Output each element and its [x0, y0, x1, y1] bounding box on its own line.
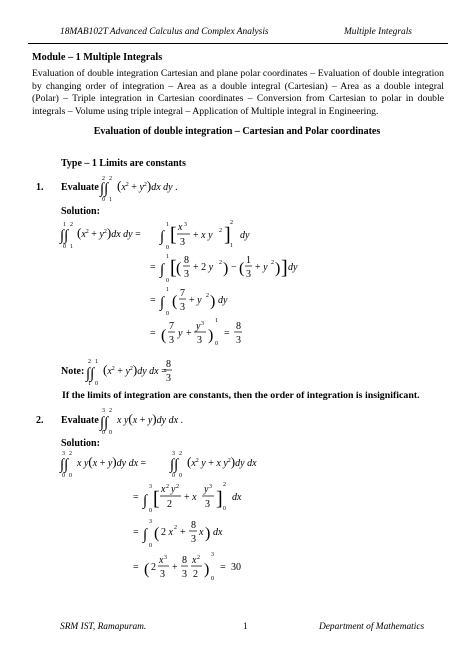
problem-2-result: 30 [231, 562, 241, 573]
svg-text:]: ] [224, 224, 231, 246]
svg-text:∫: ∫ [160, 262, 165, 278]
svg-text:]: ] [216, 488, 223, 510]
svg-text:2: 2 [70, 222, 73, 228]
svg-text:=: = [220, 562, 226, 573]
svg-text:0: 0 [102, 430, 105, 436]
svg-text:1: 1 [70, 244, 73, 250]
svg-text:3: 3 [205, 499, 210, 510]
svg-text:8: 8 [191, 520, 196, 531]
svg-text:0: 0 [109, 430, 112, 436]
svg-text:3: 3 [166, 373, 171, 384]
svg-text:2: 2 [151, 562, 156, 573]
svg-text:2: 2 [179, 451, 182, 457]
svg-text:x y(x + y)dy dx .: x y(x + y)dy dx . [117, 411, 184, 426]
svg-text:(x2 + y2)dx dy =: $(x^2 + y^2)dx$ dy = [77, 225, 141, 240]
svg-text:∫: ∫ [160, 229, 165, 245]
svg-text:3: 3 [184, 269, 189, 280]
svg-text:2: 2 [230, 220, 233, 226]
svg-text:2: 2 [197, 555, 200, 561]
svg-text:0: 0 [172, 473, 175, 479]
footer-department: Department of Mathematics [319, 622, 425, 632]
svg-text:∫∫: ∫∫ [170, 457, 179, 473]
svg-text:2: 2 [166, 484, 169, 490]
svg-text:2: 2 [219, 260, 222, 266]
svg-text:): ) [210, 293, 216, 310]
svg-text:2: 2 [88, 359, 91, 365]
svg-text:2: 2 [174, 525, 177, 531]
problem-1-result-den: 3 [236, 335, 241, 346]
svg-text:(: ( [144, 561, 150, 578]
svg-text:3: 3 [164, 555, 167, 561]
svg-text:=: = [133, 562, 139, 573]
header-topic: Multiple Integrals [344, 27, 412, 37]
svg-text:1: 1 [230, 243, 233, 249]
svg-text:2: 2 [219, 228, 222, 234]
svg-text:=: = [150, 262, 156, 273]
type-title: Type – 1 Limits are constants [61, 158, 186, 169]
svg-text:∫: ∫ [143, 527, 148, 543]
svg-text:3: 3 [102, 408, 105, 414]
svg-text:1: 1 [166, 254, 169, 260]
svg-text:3: 3 [149, 519, 152, 525]
svg-text:0: 0 [223, 506, 226, 512]
svg-text:0: 0 [63, 244, 66, 250]
problem-1-solution-label: Solution: [61, 206, 100, 217]
svg-text:): ) [204, 561, 210, 578]
svg-text:1: 1 [215, 318, 218, 324]
svg-text:0: 0 [215, 341, 218, 347]
problem-1-note-label: Note: [61, 366, 85, 377]
svg-text:3: 3 [197, 335, 202, 346]
svg-text:∫∫: ∫∫ [100, 181, 109, 197]
svg-text:0: 0 [62, 473, 65, 479]
problem-2-number: 2. [36, 415, 44, 426]
svg-text:1: 1 [166, 222, 169, 228]
svg-text:8: 8 [184, 255, 189, 266]
svg-text:2: 2 [102, 176, 105, 182]
svg-text:+ 2 y: + 2 y [193, 262, 214, 273]
svg-text:(x2 + y2)dy dx =: $(x^2 + y^2)dy$ dx = [103, 362, 167, 377]
svg-text:y: y [196, 321, 201, 332]
svg-text:x: x [192, 555, 197, 566]
svg-text:=: = [150, 328, 156, 339]
svg-text:8: 8 [166, 359, 171, 370]
problem-2-solution-label: Solution: [61, 438, 100, 449]
svg-text:3: 3 [209, 484, 212, 490]
svg-text:3: 3 [201, 321, 204, 327]
svg-text:): ) [205, 525, 211, 542]
svg-text:3: 3 [180, 302, 185, 313]
svg-text:=: = [150, 295, 156, 306]
svg-text:+: + [172, 562, 178, 573]
problem-1-evaluate-label: Evaluate [61, 182, 99, 193]
svg-text:2: 2 [223, 482, 226, 488]
svg-text:]: ] [281, 257, 288, 279]
svg-text:0: 0 [149, 508, 152, 514]
svg-text:): ) [223, 260, 229, 277]
svg-text:3: 3 [160, 569, 165, 580]
svg-text:0: 0 [211, 576, 214, 582]
svg-text:3: 3 [211, 552, 214, 558]
svg-text:): ) [275, 260, 281, 277]
svg-text:): ) [208, 327, 214, 344]
svg-text:0: 0 [166, 278, 169, 284]
svg-text:+ x y: + x y [193, 230, 213, 241]
svg-text:3: 3 [172, 451, 175, 457]
footer-page-number: 1 [243, 622, 248, 632]
svg-text:3: 3 [149, 484, 152, 490]
problem-2-evaluate-label: Evaluate [61, 415, 99, 426]
svg-text:7: 7 [169, 321, 174, 332]
svg-text:[: [ [170, 224, 177, 246]
svg-text:2: 2 [69, 451, 72, 457]
svg-text:3: 3 [180, 237, 185, 248]
svg-text:(: ( [176, 260, 182, 277]
svg-text:2: 2 [109, 408, 112, 414]
svg-text:y: y [178, 328, 183, 339]
svg-text:1: 1 [109, 197, 112, 203]
svg-text:3: 3 [169, 335, 174, 346]
footer-institution: SRM IST, Ramapuram. [60, 622, 147, 632]
svg-text:2: 2 [206, 293, 209, 299]
svg-text:3: 3 [246, 269, 251, 280]
svg-text:+: + [186, 328, 192, 339]
svg-text:∫∫: ∫∫ [60, 457, 69, 473]
svg-text:x: x [161, 484, 166, 495]
svg-text:1: 1 [95, 359, 98, 365]
svg-text:−: − [231, 262, 237, 273]
section-title: Evaluation of double integration – Cartesian and Polar coordinates [93, 126, 381, 137]
svg-text:2: 2 [176, 484, 179, 490]
svg-text:[: [ [153, 488, 160, 510]
svg-text:+ y: + y [255, 262, 268, 273]
svg-text:∫∫: ∫∫ [100, 415, 109, 431]
svg-text:=: = [133, 492, 139, 503]
svg-text:+ y: + y [189, 295, 202, 306]
svg-text:0: 0 [179, 473, 182, 479]
svg-text:2: 2 [271, 260, 274, 266]
svg-text:0: 0 [166, 245, 169, 251]
svg-text:∫: ∫ [160, 295, 165, 311]
svg-text:=: = [133, 527, 139, 538]
svg-text:2: 2 [167, 499, 172, 510]
svg-text:2: 2 [109, 176, 112, 182]
svg-text:(: ( [172, 293, 178, 310]
svg-text:∫∫: ∫∫ [86, 366, 95, 382]
svg-text:1: 1 [88, 381, 91, 387]
svg-text:(: ( [161, 327, 167, 344]
svg-text:0: 0 [69, 473, 72, 479]
module-title: Module – 1 Multiple Integrals [32, 52, 163, 63]
svg-text:dy: dy [240, 230, 250, 241]
svg-text:0: 0 [95, 381, 98, 387]
svg-text:1: 1 [166, 287, 169, 293]
problem-1-number: 1. [36, 182, 44, 193]
svg-text:3: 3 [191, 534, 196, 545]
svg-text:1: 1 [246, 255, 251, 266]
module-intro: Evaluation of double integration Cartesian and plane polar coordinates – Evaluation of double integration by changing order of integration – Area as a double integral (Cartesian) – Area as a double integral (Polar) – Triple integration in Cartesian coordinates – Conversion from Cartesian to polar in double integrals – Volume using triple integral – Application of Multiple integral in Engineering. [32, 68, 444, 117]
svg-text:dx: dx [213, 527, 223, 538]
svg-text:3: 3 [184, 222, 187, 228]
svg-text:x: x [199, 527, 204, 538]
svg-text:0: 0 [149, 543, 152, 549]
svg-text:∫∫: ∫∫ [60, 228, 69, 244]
svg-text:0: 0 [166, 311, 169, 317]
svg-text:dy: dy [288, 262, 298, 273]
svg-text:y: y [204, 484, 209, 495]
svg-text:+ x: + x [184, 492, 197, 503]
svg-text:∫: ∫ [143, 493, 148, 509]
svg-text:[: [ [170, 257, 177, 279]
svg-text:x: x [159, 555, 164, 566]
svg-text:(: ( [154, 525, 160, 542]
svg-text:2: 2 [193, 569, 198, 580]
svg-text:7: 7 [180, 288, 185, 299]
svg-text:(x2 y + x y2)dy dx: ($x^2$ y + x $y^2)dy$ dx [187, 454, 257, 469]
svg-text:dx: dx [232, 492, 242, 503]
svg-text:y: y [171, 484, 176, 495]
svg-text:x: x [178, 222, 183, 233]
svg-text:0: 0 [102, 197, 105, 203]
svg-text:2 x: 2 x [161, 527, 173, 538]
svg-text:3: 3 [182, 569, 187, 580]
svg-text:(: ( [239, 260, 245, 277]
svg-text:dy: dy [218, 295, 228, 306]
svg-text:=: = [224, 328, 230, 339]
svg-text:x y(x + y)dy dx =: x y(x + y)dy dx = [77, 454, 147, 469]
rule-note: If the limits of integration are constants, then the order of integration is insignificant. [62, 390, 420, 401]
problem-1-result-num: 8 [236, 321, 241, 332]
svg-text:+: + [180, 527, 186, 538]
header-course-title: 18MAB102T Advanced Calculus and Complex Analysis [60, 27, 269, 37]
svg-text:8: 8 [182, 555, 187, 566]
svg-text:1: 1 [63, 222, 66, 228]
svg-text:(x2 + y2)dx dy .: $(x^2 + y^2)dx$ dy . [117, 178, 178, 193]
svg-text:3: 3 [62, 451, 65, 457]
